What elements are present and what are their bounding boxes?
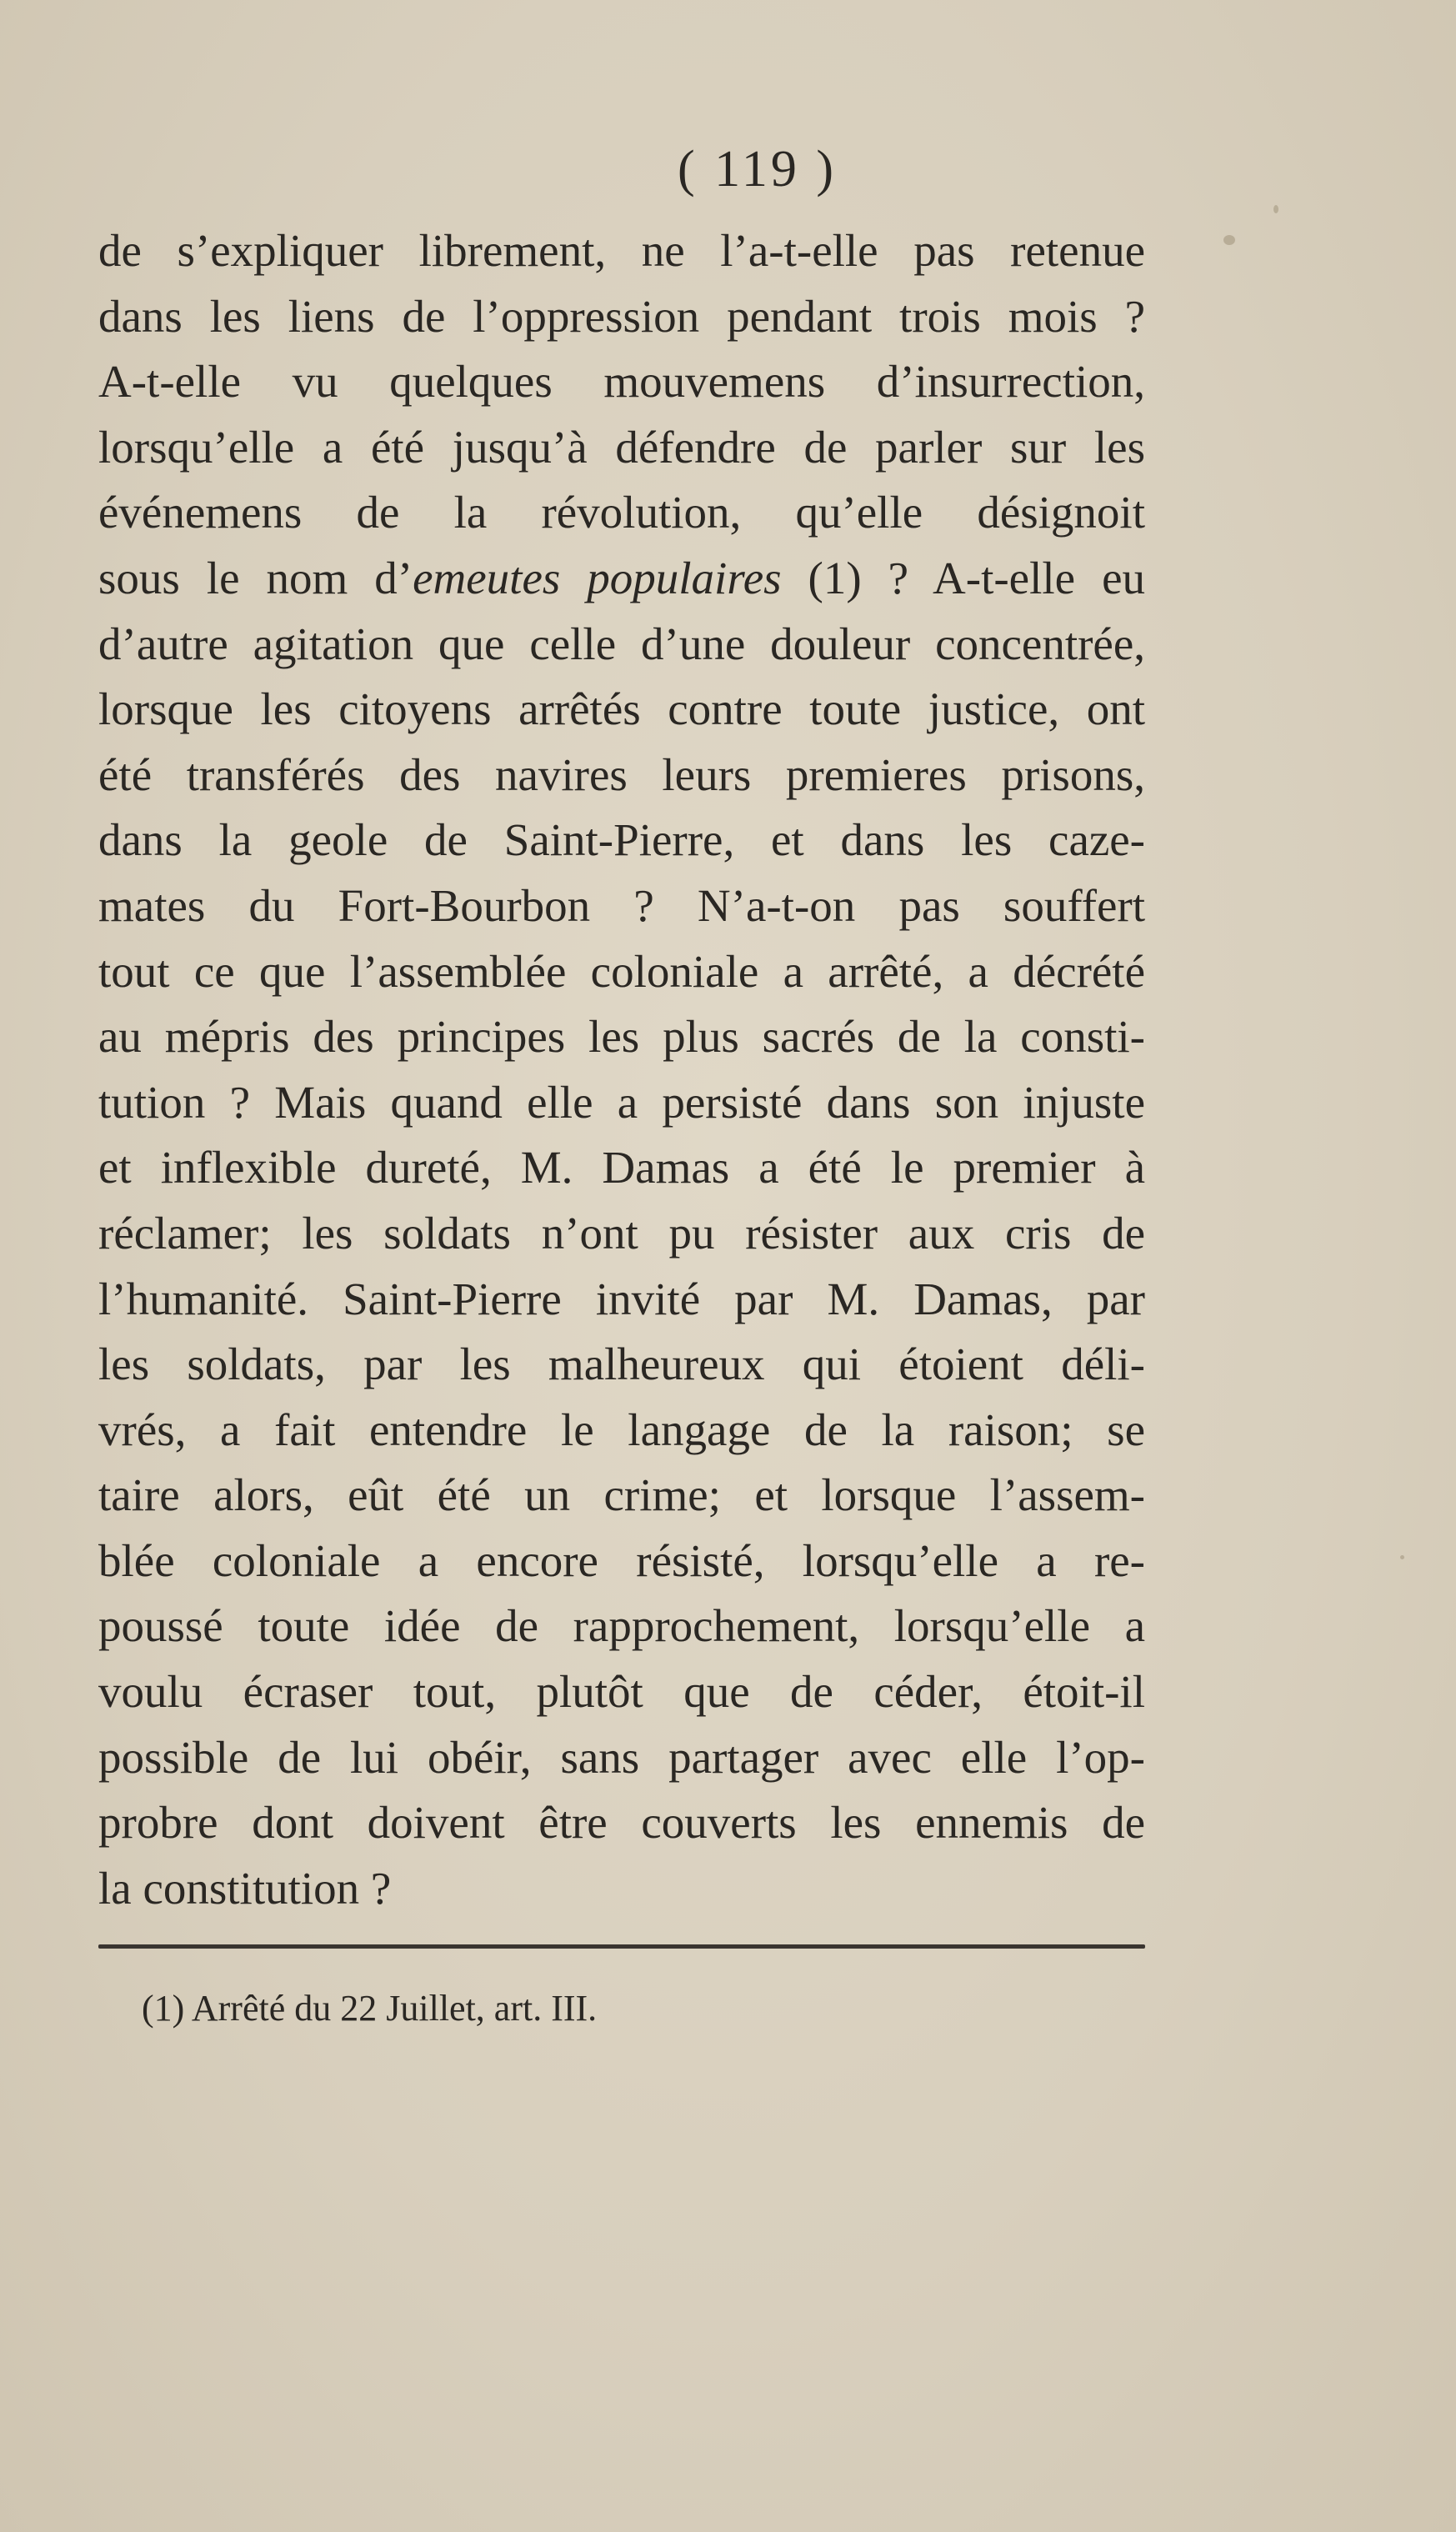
text-line: dans la geole de Saint-Pierre, et dans les caze-: [98, 814, 1145, 866]
text-line: lorsqu’elle a été jusqu’à défendre de parler sur les: [98, 421, 1145, 473]
text-line: d’autre agitation que celle d’une douleur concentrée,: [98, 618, 1145, 669]
text-segment: sous le nom d’: [98, 552, 413, 603]
text-line: l’humanité. Saint-Pierre invité par M. Damas, par: [98, 1273, 1145, 1324]
body-text: [98, 218, 1145, 1921]
text-line: [98, 546, 1145, 612]
text-line: les soldats, par les malheureux qui étoient déli-: [98, 1339, 1145, 1390]
text-line: lorsque les citoyens arrêtés contre toute justice, ont: [98, 683, 1145, 735]
text-line: possible de lui obéir, sans partager avec elle l’op-: [98, 1731, 1145, 1783]
text-line: voulu écraser tout, plutôt que de céder, étoit-il: [98, 1666, 1145, 1718]
text-line: A-t-elle vu quelques mouvemens d’insurrection,: [98, 356, 1145, 408]
text-line: réclamer; les soldats n’ont pu résister aux cris de: [98, 1207, 1145, 1258]
footnote-divider: [98, 1944, 1145, 1949]
text-line: mates du Fort-Bourbon ? N’a-t-on pas souffert: [98, 879, 1145, 931]
text-line: événemens de la révolution, qu’elle désignoit: [98, 487, 1145, 538]
paper-speck: [1273, 205, 1278, 213]
text-segment: (1) ? A-t-elle eu: [781, 552, 1145, 603]
text-line: probre dont doivent être couverts les ennemis de: [98, 1797, 1145, 1849]
paper-speck: [1400, 1555, 1404, 1559]
text-line: et inflexible dureté, M. Damas a été le premier à: [98, 1142, 1145, 1193]
text-line: de s’expliquer librement, ne l’a-t-elle pas retenue: [98, 225, 1145, 276]
text-line: tution ? Mais quand elle a persisté dans son injuste: [98, 1076, 1145, 1128]
paper-speck: [1223, 235, 1235, 245]
text-line: poussé toute idée de rapprochement, lorsqu’elle a: [98, 1600, 1145, 1652]
text-line: la constitution ?: [98, 1862, 392, 1914]
text-line: au mépris des principes les plus sacrés de la consti-: [98, 1011, 1145, 1063]
footnote: (1) Arrêté du 22 Juillet, art. III.: [142, 1988, 598, 2029]
text-line: taire alors, eût été un crime; et lorsque l’assem-: [98, 1469, 1145, 1521]
page-number: ( 119 ): [678, 141, 837, 198]
italic-phrase: emeutes populaires: [413, 552, 782, 603]
text-line: été transférés des navires leurs premieres prisons,: [98, 748, 1145, 800]
text-line: dans les liens de l’oppression pendant trois mois ?: [98, 290, 1145, 342]
text-line: tout ce que l’assemblée coloniale a arrêté, a décrété: [98, 945, 1145, 997]
text-line: blée coloniale a encore résisté, lorsqu’elle a re-: [98, 1534, 1145, 1586]
text-line: vrés, a fait entendre le langage de la raison; se: [98, 1404, 1145, 1455]
